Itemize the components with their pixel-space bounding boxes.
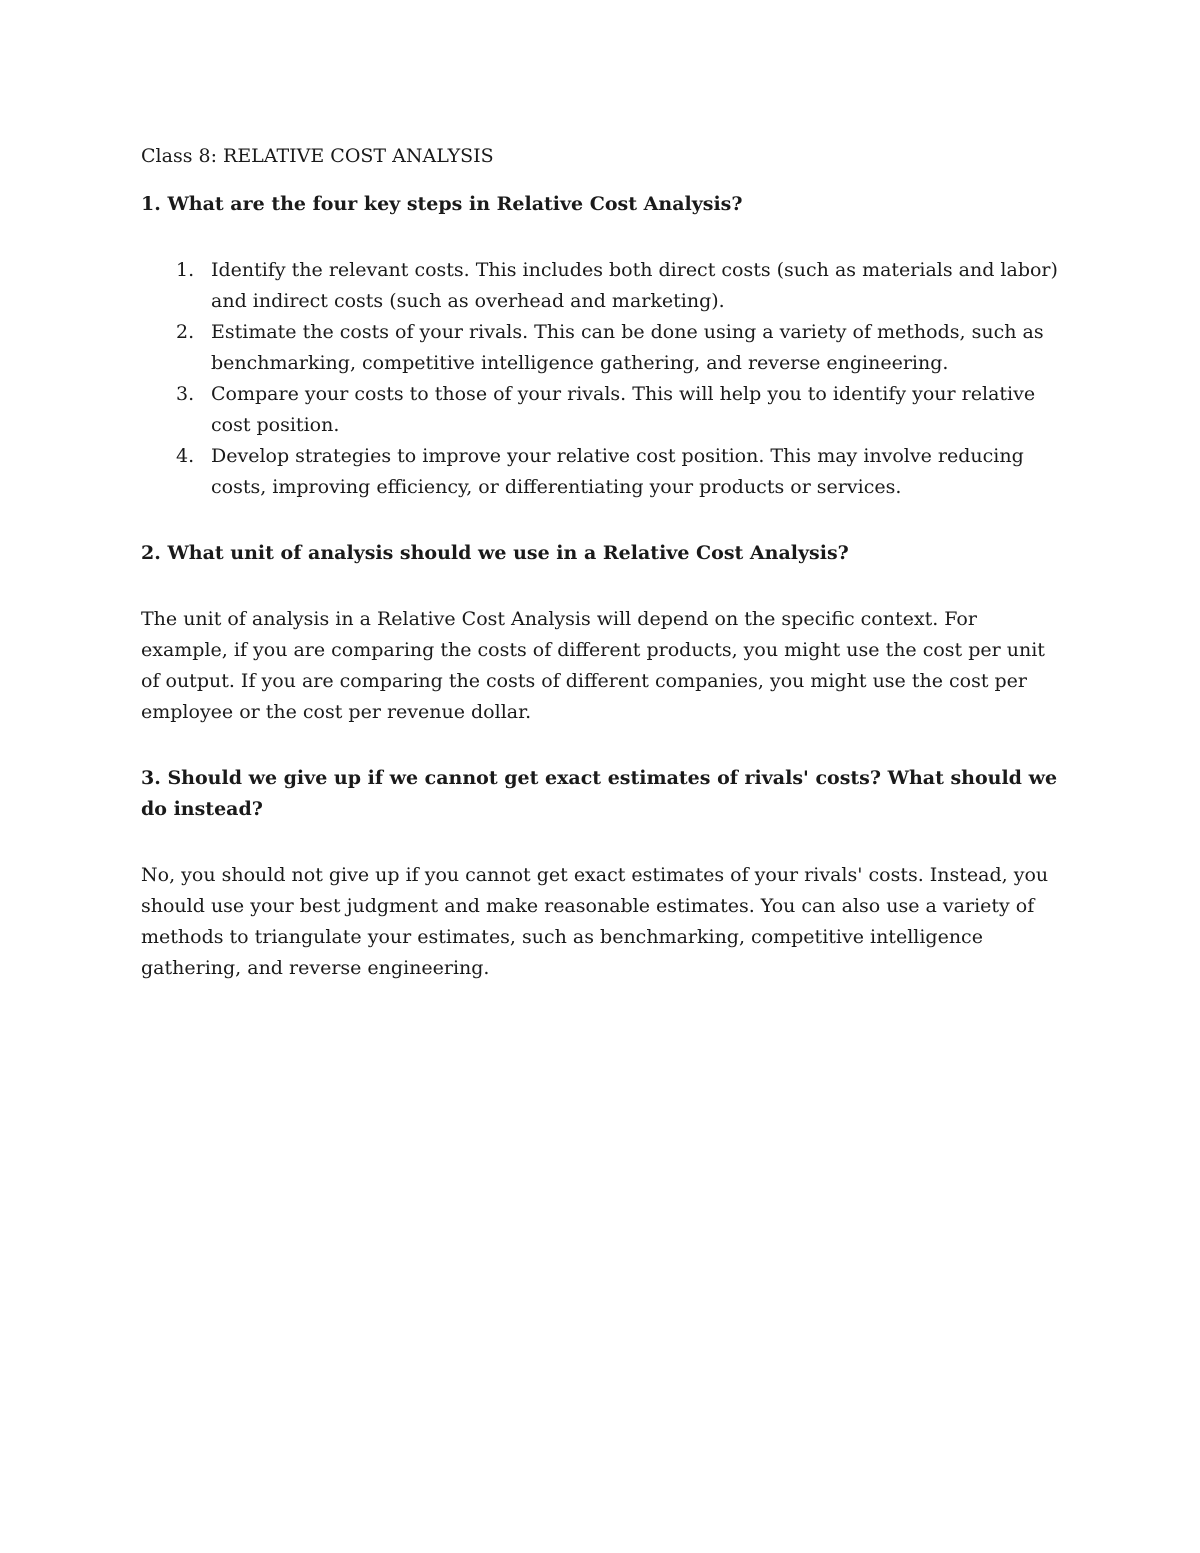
list-item <box>141 379 1066 441</box>
list-item <box>141 255 1066 317</box>
document-body <box>141 141 1066 984</box>
list-item-number: 4. <box>176 445 195 467</box>
list-item-text: Develop strategies to improve your relative cost position. This may involve reducing costs, improving efficiency, or differentiating your products or services. <box>211 445 1024 498</box>
question-2-answer: The unit of analysis in a Relative Cost Analysis will depend on the specific context. For example, if you are comparing the costs of different products, you might use the cost per unit of output. If you are comparing the costs of different companies, you might use the cost per employee or the cost per revenue dollar. <box>141 608 1045 723</box>
list-item-number: 2. <box>176 321 195 343</box>
list-item-number: 1. <box>176 259 195 281</box>
list-item-text: Estimate the costs of your rivals. This can be done using a variety of methods, such as benchmarking, competitive intelligence gathering, and reverse engineering. <box>211 321 1044 374</box>
list-item <box>141 441 1066 503</box>
list-item <box>141 317 1066 379</box>
list-item-text: Identify the relevant costs. This includes both direct costs (such as materials and labor) and indirect costs (such as overhead and marketing). <box>211 259 1058 312</box>
list-item-number: 3. <box>176 383 195 405</box>
question-3-heading: 3. Should we give up if we cannot get exact estimates of rivals' costs? What should we do instead? <box>141 767 1058 820</box>
question-3-answer: No, you should not give up if you cannot get exact estimates of your rivals' costs. Instead, you should use your best judgment and make reasonable estimates. You can also use a variety of methods to triangulate your estimates, such as benchmarking, competitive intelligence gathering, and reverse engineering. <box>141 864 1049 979</box>
question-2-heading: 2. What unit of analysis should we use in a Relative Cost Analysis? <box>141 542 849 564</box>
key-steps-list <box>141 255 1066 503</box>
document-title: Class 8: RELATIVE COST ANALYSIS <box>141 145 494 167</box>
list-item-text: Compare your costs to those of your rivals. This will help you to identify your relative cost position. <box>211 383 1036 436</box>
question-1-heading: 1. What are the four key steps in Relative Cost Analysis? <box>141 193 743 215</box>
